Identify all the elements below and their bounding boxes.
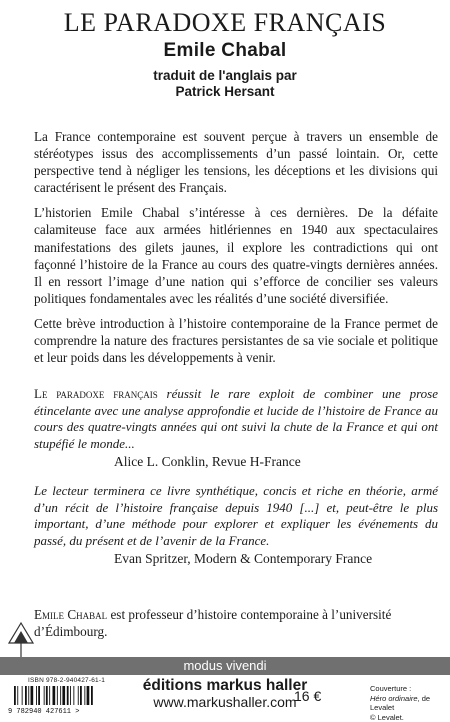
author-bio — [34, 606, 438, 640]
cover-credit — [370, 684, 450, 722]
review-quote — [34, 483, 438, 549]
price: 16 € — [294, 688, 321, 704]
cover-artist: , de Levalet — [370, 694, 430, 713]
translator-line-2: Patrick Hersant — [0, 84, 450, 100]
publisher-name: éditions markus haller — [0, 677, 450, 694]
cover-work: Héro ordinaire — [370, 694, 418, 703]
author-name: Emile Chabal — [0, 40, 450, 62]
barcode-digits: 9 782940 427611 > — [8, 708, 79, 714]
book-title: LE PARADOXE FRANÇAIS — [0, 8, 450, 38]
quote-book-title: Le paradoxe français — [34, 386, 158, 401]
isbn: ISBN 978-2-940427-61-1 — [28, 677, 105, 684]
review-quote — [34, 386, 438, 452]
cover-label: Couverture : — [370, 684, 450, 694]
translator-credit — [0, 68, 450, 100]
bio-author-name: Emile Chabal — [34, 607, 107, 622]
collection-name: modus vivendi — [0, 657, 450, 675]
quote-attribution: Evan Spritzer, Modern & Contemporary France — [114, 551, 438, 568]
cover-copyright: © Levalet. — [370, 713, 450, 722]
summary-paragraph: La France contemporaine est souvent perçue à travers un ensemble de stéréotypes issus des accomplissements d’un passé lointain. Or, cette perspective tend à négliger les tensions, les déceptions et les divisions qui caractérisent le présent des Français. — [34, 128, 438, 196]
summary-paragraph: Cette brève introduction à l’histoire contemporaine de la France permet de comprendre la nature des fractures persistantes de sa vie sociale et politique et leur poids dans les développements à venir. — [34, 315, 438, 366]
publisher-website[interactable]: www.markushaller.com — [0, 694, 450, 710]
quote-attribution: Alice L. Conklin, Revue H-France — [114, 454, 438, 471]
book-summary — [34, 128, 438, 374]
quote-text: Le lecteur terminera ce livre synthétique, concis et riche en théorie, armé d’un récit de l’histoire française depuis 1940 [...] et, peut-être le plus important, d’une méthode pour explorer et expliquer les événements du passé, du présent et de l’avenir de la France. — [34, 483, 438, 548]
translator-line-1: traduit de l'anglais par — [0, 68, 450, 84]
review-quotes — [34, 386, 438, 568]
quote-text: réussit le rare exploit de combiner une prose étincelante avec une analyse approfondie et lucide de l’histoire de France au cours des quatre-vingts années qui ont suivi la chute de la France et qui ont stupéfié le monde... — [34, 386, 438, 451]
summary-paragraph: L’historien Emile Chabal s’intéresse à ces dernières. De la défaite calamiteuse face aux armées hitlériennes en 1940 aux spectaculaires manifestations des gilets jaunes, il explore les contradictions qui ont façonné l’histoire de la France au cours des quatre-vingts dernières années. Il en ressort l’image d’une nation qui s’efforce de concilier ses valeurs politiques fondamentales avec les réalités d’une société diversifiée. — [34, 204, 438, 307]
bio-text: est professeur d’histoire contemporaine à l’université d’Édimbourg. — [34, 607, 391, 639]
